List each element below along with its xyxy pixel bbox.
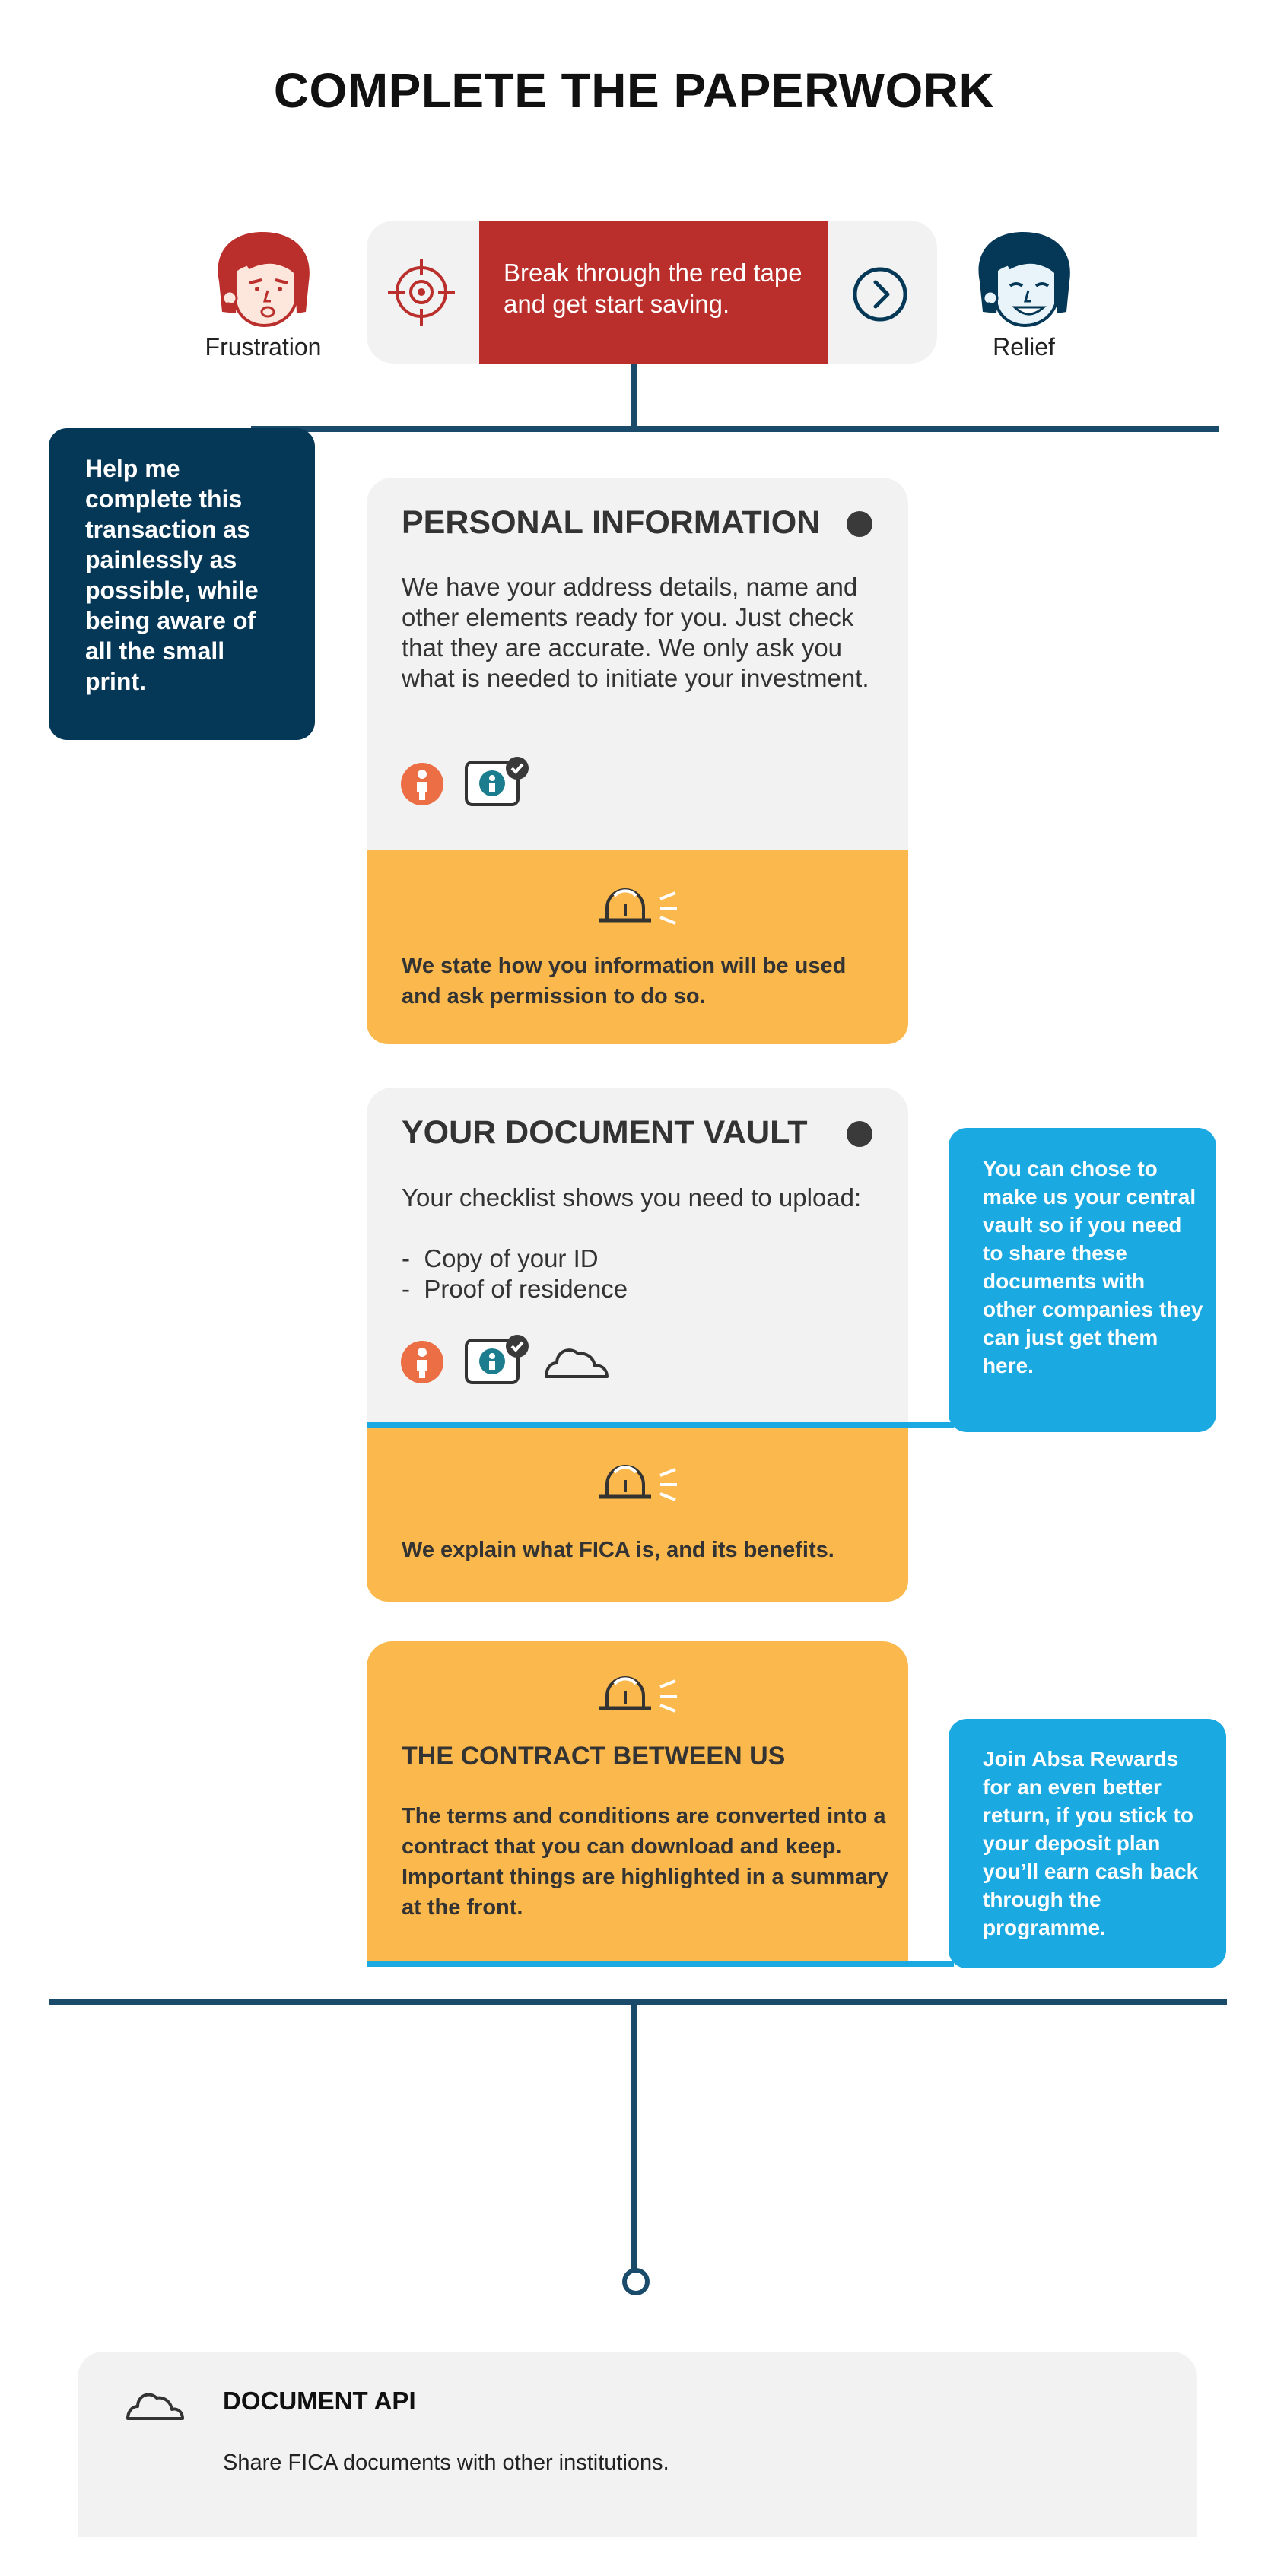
contract-divider	[367, 1961, 954, 1967]
connector-end-node	[622, 2268, 650, 2295]
rewards-side-note: Join Absa Rewards for an even better return, if you stick to your deposit plan you’ll earn cash back through the programme.	[983, 1747, 1199, 1939]
personal-info-note: We state how you information will be used and ask permission to do so.	[402, 954, 847, 1008]
section-divider-bottom	[49, 1999, 1227, 2005]
vault-side-note: You can chose to make us your central vault so if you need to share these documents with other companies they can just get them here.	[983, 1157, 1203, 1377]
contract-body: The terms and conditions are converted into a contract that you can download and keep. Important things are highlighted in a summary at the front.	[402, 1804, 888, 1920]
personal-info-note-box	[367, 850, 908, 1044]
vault-note-box	[367, 1428, 908, 1602]
frustration-label: Frustration	[205, 333, 322, 361]
document-api-body: Share FICA documents with other institutions.	[223, 2451, 669, 2475]
relieved-face-icon	[966, 228, 1080, 327]
checklist-item: - Copy of your ID	[402, 1244, 599, 1272]
target-icon	[388, 259, 455, 326]
vault-divider	[367, 1422, 954, 1428]
checklist-item: - Proof of residence	[402, 1275, 628, 1303]
connector-vertical-top	[631, 364, 637, 430]
connector-vertical-bottom	[631, 2005, 637, 2276]
status-dot	[847, 1121, 872, 1147]
checklist-item-label: Proof of residence	[424, 1275, 628, 1303]
personal-info-body: We have your address details, name and other elements ready for you. Just check that they are accurate. We only ask you what is needed to initiate your investment.	[402, 573, 869, 692]
cloud-icon	[542, 1343, 612, 1381]
vault-note: We explain what FICA is, and its benefits.	[402, 1538, 834, 1562]
banner-text: Break through the red tape and get start saving.	[479, 221, 828, 364]
verified-id-card-icon	[464, 1332, 532, 1387]
siren-icon	[593, 1670, 685, 1716]
document-api-title: DOCUMENT API	[223, 2387, 416, 2415]
document-vault-body: Your checklist shows you need to upload:	[402, 1183, 862, 1212]
status-dot	[847, 511, 872, 537]
contract-title: THE CONTRACT BETWEEN US	[402, 1742, 786, 1771]
chevron-right-circle-icon[interactable]	[851, 265, 909, 323]
document-api-box	[78, 2352, 1197, 2537]
siren-icon	[593, 1459, 685, 1504]
checklist-item-label: Copy of your ID	[424, 1244, 599, 1272]
cloud-icon	[123, 2388, 187, 2423]
siren-icon	[593, 882, 685, 928]
person-icon	[400, 762, 444, 806]
frustrated-face-icon	[205, 228, 319, 327]
need-statement: Help me complete this transaction as painlessly as possible, while being aware of all the small print.	[49, 428, 315, 740]
page-title: COMPLETE THE PAPERWORK	[273, 63, 995, 118]
person-icon	[400, 1340, 444, 1384]
personal-info-title: PERSONAL INFORMATION	[402, 504, 821, 541]
section-divider-top	[251, 426, 1219, 432]
relief-label: Relief	[993, 333, 1055, 361]
document-vault-title: YOUR DOCUMENT VAULT	[402, 1114, 808, 1151]
verified-id-card-icon	[464, 754, 532, 809]
